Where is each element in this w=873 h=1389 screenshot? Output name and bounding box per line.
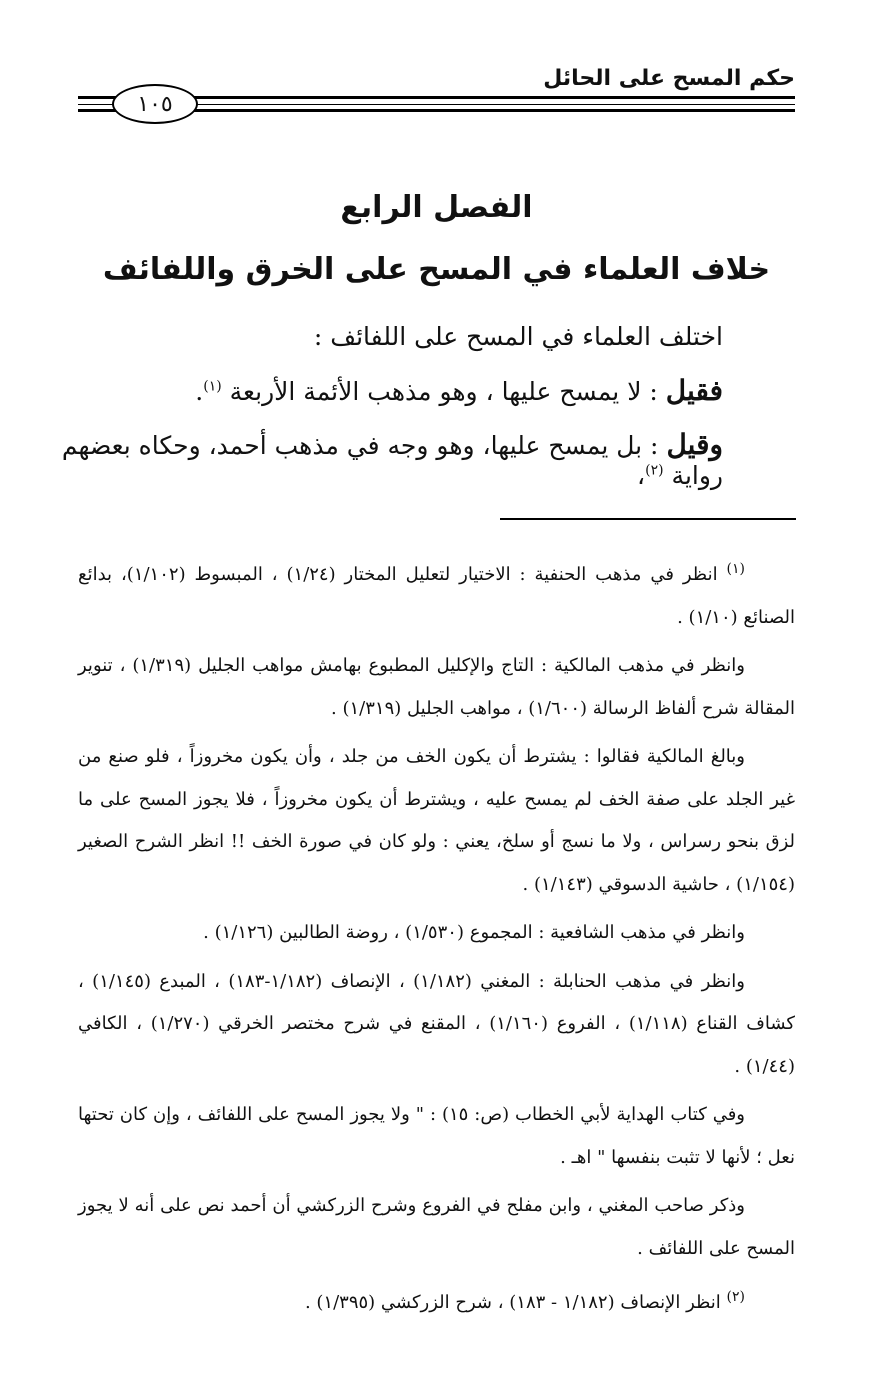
intro-paragraph [40,322,723,351]
opinion-2-end: ، [637,461,646,490]
section-title: خلاف العلماء في المسح على الخرق واللفائف [102,252,771,287]
footnote-1-mughni [78,1185,795,1270]
footnote-text: وبالغ المالكية فقالوا : يشترط أن يكون الخف من جلد ، وأن يكون مخروزاً ، فلو صنع من غير الجلد على صفة الخف لم يمسح عليه ، ويشترط أن يكون مخروزاً ، فلا يجوز المسح على ما لزق بنحو رسراس ، ولا ما نسج أو سلخ، يعني : ولو كان في صورة الخف !! انظر الشرح الصغير (١/١٥٤) ، حاشية الدسوقي (١/١٤٣) . [78,746,795,895]
footnote-1-hidaya [78,1094,795,1179]
page-number: ١٠٥ [112,84,198,124]
footnote-text: وانظر في مذهب المالكية : التاج والإكليل المطبوع بهامش مواهب الجليل (١/٣١٩) ، تنوير المقالة شرح ألفاظ الرسالة (١/٦٠٠) ، مواهب الجليل (١/٣١٩) . [78,655,795,719]
footnote-text: وانظر في مذهب الحنابلة : المغني (١/١٨٢) ، الإنصاف (١/١٨٢-١٨٣) ، المبدع (١/١٤٥) ، كشاف القناع (١/١١٨) ، الفروع (١/١٦٠) ، المقنع في شرح مختصر الخرقي (١/٢٧٠) ، الكافي (١/٤٤) . [78,970,795,1077]
opinion-2-text: : بل يمسح عليها، وهو وجه في مذهب أحمد، وحكاه بعضهم رواية [61,431,723,490]
footnote-text: وانظر في مذهب الشافعية : المجموع (١/٥٣٠) ، روضة الطالبين (١/١٢٦) . [203,922,745,943]
footnote-ref-2[interactable]: (٢) [645,462,664,479]
intro-text: اختلف العلماء في المسح على اللفائف : [313,322,723,351]
opinion-1-paragraph [40,374,723,407]
footnote-1-maliki-detail [78,736,795,906]
footnote-1-shafii [78,912,795,955]
footnote-divider [500,518,796,520]
footnotes [78,548,795,1331]
opinion-1-end: . [195,377,204,406]
footnote-text: وفي كتاب الهداية لأبي الخطاب (ص: ١٥) : " ولا يجوز المسح على اللفائف ، وإن كان تحتها نعل ؛ لأنها لا تثبت بنفسها " اهـ . [78,1104,795,1168]
footnote-ref-1[interactable]: (١) [203,378,222,395]
footnote-1-maliki [78,645,795,730]
opinion-1-text: : لا يمسح عليها ، وهو مذهب الأئمة الأربعة [229,377,658,406]
running-title: حكم المسح على الحائل [543,66,795,91]
opinion-1-lead: فقيل [665,374,723,407]
footnote-1-hanbali [78,961,795,1089]
footnote-text: انظر في مذهب الحنفية : الاختيار لتعليل المختار (١/٢٤) ، المبسوط (١/١٠٢)، بدائع الصنائع (١/١٠) . [78,564,795,628]
chapter-title: الفصل الرابع [340,190,533,225]
footnote-1 [78,548,795,639]
footnote-marker: (١) [726,561,745,577]
opinion-2-paragraph [40,428,723,490]
footnote-text: وذكر صاحب المغني ، وابن مفلح في الفروع وشرح الزركشي أن أحمد نص على أنه لا يجوز المسح على اللفائف . [78,1195,795,1259]
opinion-2-lead: وقيل [666,428,723,461]
footnote-marker: (٢) [726,1289,745,1305]
footnote-text: انظر الإنصاف (١/١٨٢ - ١٨٣) ، شرح الزركشي (١/٣٩٥) . [304,1292,721,1313]
footnote-2 [78,1276,795,1325]
